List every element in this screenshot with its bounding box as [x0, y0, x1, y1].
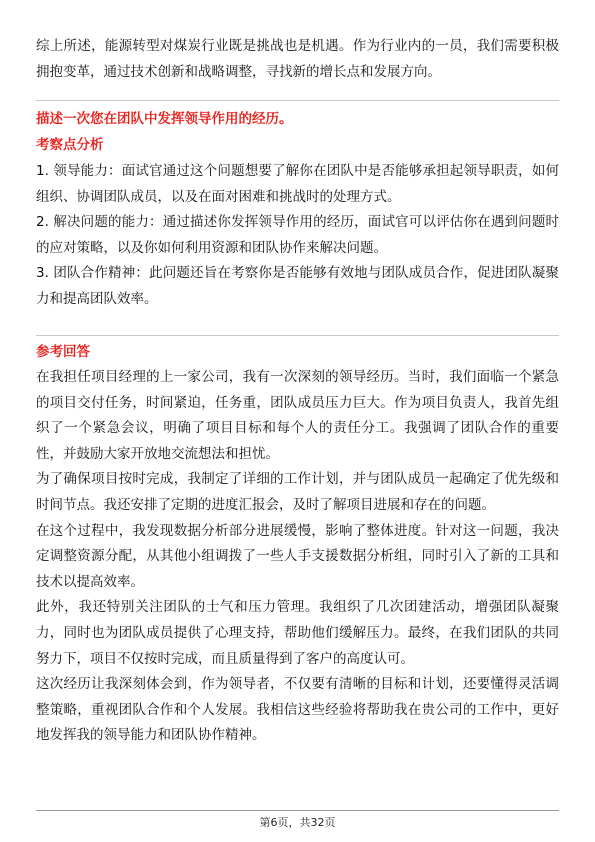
answer-body	[36, 365, 559, 749]
intro-section	[36, 34, 559, 85]
answer-paragraph: 为了确保项目按时完成，我制定了详细的工作计划，并与团队成员一起确定了优先级和时间节点。我还安排了定期的进度汇报会，及时了解项目进展和存在的问题。	[36, 471, 559, 513]
answer-paragraph: 在这个过程中，我发现数据分析部分进展缓慢，影响了整体进度。针对这一问题，我决定调整资源分配，从其他小组调拨了一些人手支援数据分析组，同时引入了新的工具和技术以提高效率。	[36, 522, 559, 590]
analysis-points	[36, 159, 559, 313]
question-title: 描述一次您在团队中发挥领导作用的经历。	[36, 111, 293, 127]
analysis-point: 1. 领导能力：面试官通过这个问题想要了解你在团队中是否能够承担起领导职责，如何组织、协调团队成员，以及在面对困难和挑战时的处理方式。	[36, 163, 559, 205]
section-divider	[36, 335, 559, 336]
answer-paragraph: 此外，我还特别关注团队的士气和压力管理。我组织了几次团建活动，增强团队凝聚力，同时也为团队成员提供了心理支持，帮助他们缓解压力。最终，在我们团队的共同努力下，项目不仅按时完成，而且质量得到了客户的高度认可。	[36, 599, 559, 667]
answer-paragraph: 在我担任项目经理的上一家公司，我有一次深刻的领导经历。当时，我们面临一个紧急的项目交付任务，时间紧迫，任务重，团队成员压力巨大。作为项目负责人，我首先组织了一个紧急会议，明确了项目目标和每个人的责任分工。我强调了团队合作的重要性，并鼓励大家开放地交流想法和担忧。	[36, 369, 559, 462]
page-number: 第6页，共32页	[259, 816, 336, 829]
answer-heading: 参考回答	[36, 344, 90, 360]
analysis-point: 3. 团队合作精神：此问题还旨在考察你是否能够有效地与团队成员合作，促进团队凝聚力和提高团队效率。	[36, 265, 559, 307]
footer-divider	[36, 810, 559, 811]
section-divider	[36, 100, 559, 101]
analysis-point: 2. 解决问题的能力：通过描述你发挥领导作用的经历，面试官可以评估你在遇到问题时的应对策略，以及你如何利用资源和团队协作来解决问题。	[36, 214, 559, 256]
intro-paragraph: 综上所述，能源转型对煤炭行业既是挑战也是机遇。作为行业内的一员，我们需要积极拥抱变革，通过技术创新和战略调整，寻找新的增长点和发展方向。	[36, 38, 559, 80]
answer-paragraph: 这次经历让我深刻体会到，作为领导者，不仅要有清晰的目标和计划，还要懂得灵活调整策略，重视团队合作和个人发展。我相信这些经验将帮助我在贵公司的工作中，更好地发挥我的领导能力和团队协作精神。	[36, 676, 559, 744]
analysis-heading: 考察点分析	[36, 137, 104, 153]
